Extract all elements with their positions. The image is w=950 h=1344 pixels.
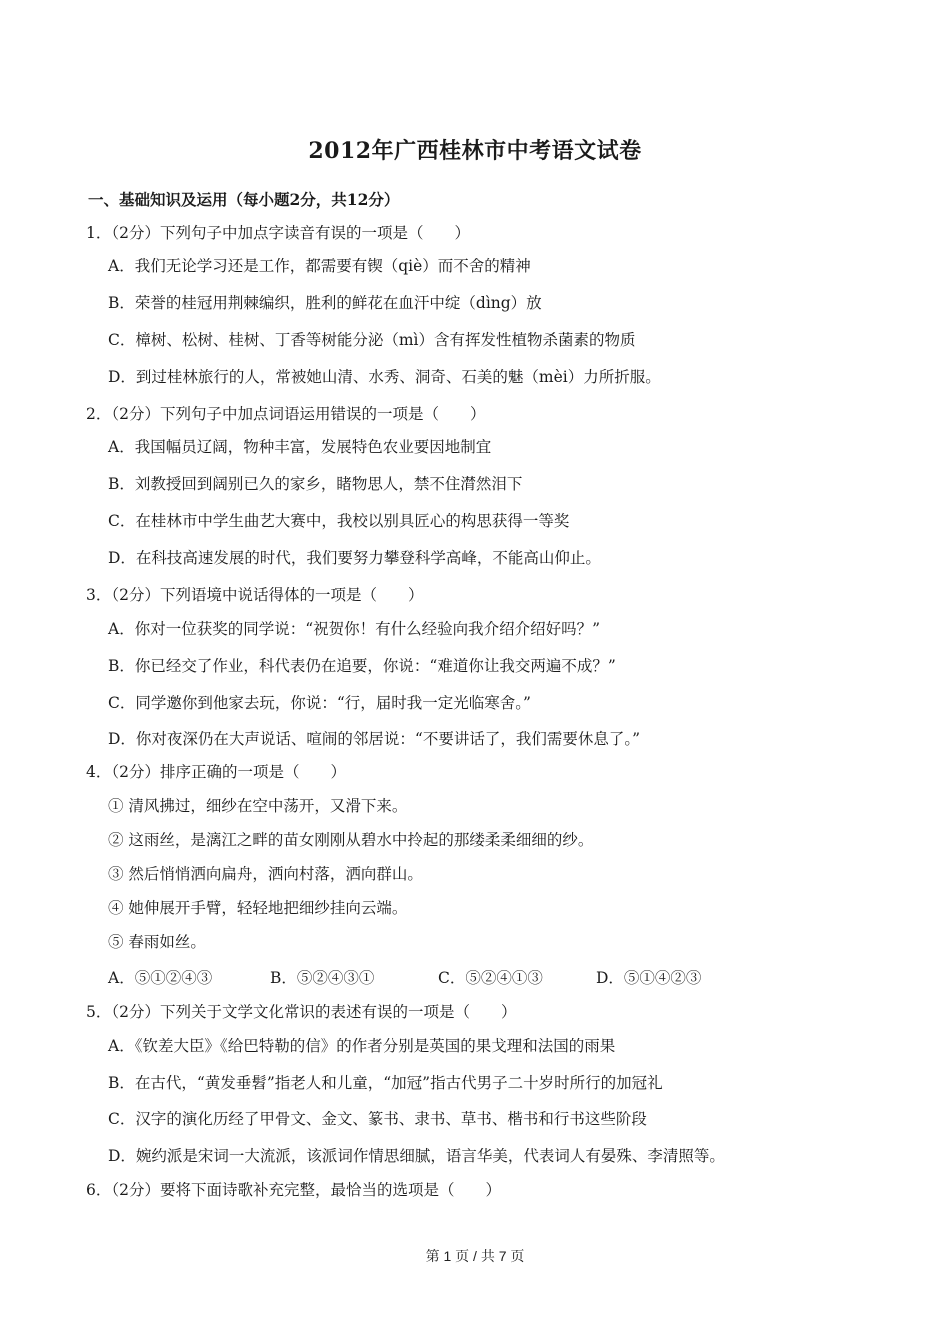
question-3-stem: 3．（2分）下列语境中说话得体的一项是（ ） bbox=[86, 586, 424, 604]
page-title: 2012年广西桂林市中考语文试卷 bbox=[308, 138, 642, 164]
question-3-option-d: D．你对夜深仍在大声说话、喧闹的邻居说：“不要讲话了，我们需要休息了。” bbox=[108, 730, 641, 748]
question-4-sentence-3: ③ 然后悄悄洒向扁舟，洒向村落，洒向群山。 bbox=[108, 865, 423, 883]
question-4-stem: 4．（2分）排序正确的一项是（ ） bbox=[86, 763, 346, 781]
question-5-option-b: B．在古代，“黄发垂髫”指老人和儿童，“加冠”指古代男子二十岁时所行的加冠礼 bbox=[108, 1074, 663, 1092]
question-1-option-c: C．樟树、松树、桂树、丁香等树能分泌（mì）含有挥发性植物杀菌素的物质 bbox=[108, 331, 636, 349]
page-footer: 第 1 页 / 共 7 页 bbox=[425, 1248, 525, 1264]
question-2-option-c: C．在桂林市中学生曲艺大赛中，我校以别具匠心的构思获得一等奖 bbox=[108, 512, 570, 530]
question-6-stem: 6．（2分）要将下面诗歌补充完整，最恰当的选项是（ ） bbox=[86, 1181, 501, 1199]
question-1-option-b: B．荣誉的桂冠用荆棘编织，胜利的鲜花在血汗中绽（dìng）放 bbox=[108, 294, 542, 312]
question-4-option-c: C．⑤②④①③ bbox=[438, 969, 543, 987]
question-2-option-d: D．在科技高速发展的时代，我们要努力攀登科学高峰，不能高山仰止。 bbox=[108, 549, 601, 567]
question-4-sentence-5: ⑤ 春雨如丝。 bbox=[108, 933, 206, 951]
question-1-option-d: D．到过桂林旅行的人，常被她山清、水秀、洞奇、石美的魅（mèi）力所折服。 bbox=[108, 368, 661, 386]
question-4-sentence-1: ① 清风拂过，细纱在空中荡开，又滑下来。 bbox=[108, 797, 408, 815]
question-5-option-d: D．婉约派是宋词一大流派，该派词作情思细腻，语言华美，代表词人有晏殊、李清照等。 bbox=[108, 1147, 725, 1165]
question-2-stem: 2．（2分）下列句子中加点词语运用错误的一项是（ ） bbox=[86, 405, 486, 423]
section-heading: 一、基础知识及运用（每小题2分，共12分） bbox=[88, 190, 400, 209]
question-3-option-a: A．你对一位获奖的同学说：“祝贺你！有什么经验向我介绍介绍好吗？” bbox=[108, 620, 601, 638]
question-2-option-b: B．刘教授回到阔别已久的家乡，睹物思人，禁不住潸然泪下 bbox=[108, 475, 523, 493]
question-3-option-c: C．同学邀你到他家去玩，你说：“行，届时我一定光临寒舍。” bbox=[108, 694, 531, 712]
question-5-stem: 5．（2分）下列关于文学文化常识的表述有误的一项是（ ） bbox=[86, 1003, 517, 1021]
question-3-option-b: B．你已经交了作业，科代表仍在追要，你说：“难道你让我交两遍不成？” bbox=[108, 657, 616, 675]
question-5-option-a: A．《钦差大臣》《给巴特勒的信》的作者分别是英国的果戈理和法国的雨果 bbox=[108, 1037, 616, 1055]
question-2-option-a: A．我国幅员辽阔，物种丰富，发展特色农业要因地制宜 bbox=[108, 438, 492, 456]
question-4-option-b: B．⑤②④③① bbox=[270, 969, 375, 987]
question-4-sentence-4: ④ 她伸展开手臂，轻轻地把细纱挂向云端。 bbox=[108, 899, 408, 917]
question-4-option-d: D．⑤①④②③ bbox=[596, 969, 702, 987]
question-1-option-a: A．我们无论学习还是工作，都需要有锲（qiè）而不舍的精神 bbox=[108, 257, 531, 275]
question-1-stem: 1．（2分）下列句子中加点字读音有误的一项是（ ） bbox=[86, 224, 470, 242]
question-5-option-c: C．汉字的演化历经了甲骨文、金文、篆书、隶书、草书、楷书和行书这些阶段 bbox=[108, 1110, 647, 1128]
question-4-option-a: A．⑤①②④③ bbox=[108, 969, 213, 987]
question-4-sentence-2: ② 这雨丝，是漓江之畔的苗女刚刚从碧水中拎起的那缕柔柔细细的纱。 bbox=[108, 831, 594, 849]
